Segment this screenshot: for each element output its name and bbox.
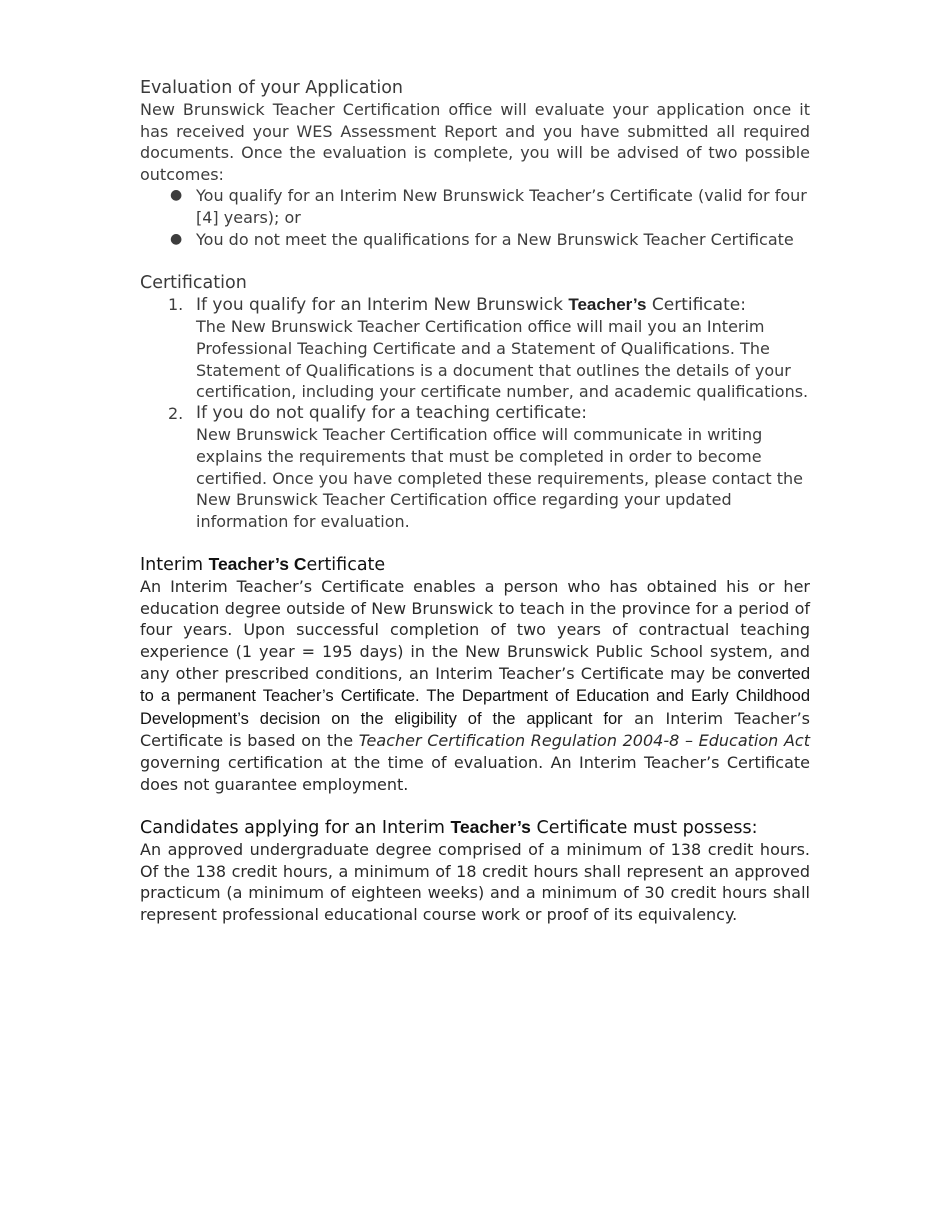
certification-heading: Certification: [140, 272, 247, 293]
interim-paragraph-part3: an Interim Teacher’s Certificate is based on the: [140, 708, 810, 751]
outcome-not-qualify-text: You do not meet the qualifications for a New Brunswick Teacher Certificate: [196, 229, 794, 249]
spacer: [140, 532, 810, 553]
candidates-heading: [140, 816, 810, 839]
list-item: [140, 294, 810, 403]
list-item: [140, 403, 810, 533]
interim-heading-bold: Teacher’s C: [208, 554, 307, 575]
evaluation-heading: Evaluation of your Application: [140, 78, 404, 98]
qualify-title-post: Certificate:: [646, 294, 746, 315]
bullet-icon: ●: [170, 187, 183, 204]
not-qualify-title: If you do not qualify for a teaching certificate:: [196, 402, 587, 423]
qualify-title: [196, 294, 810, 317]
not-qualify-body: New Brunswick Teacher Certification office will communicate in writing explains the requirements that must be completed in order to become certified. Once you have completed these requirements, please contact the New Brunswick Teacher Certification office regarding your updated information for evaluation.: [196, 425, 803, 531]
candidates-paragraph: An approved undergraduate degree comprised of a minimum of 138 credit hours. Of the 138 credit hours, a minimum of 18 credit hours shall represent an approved practicum (a minimum of eighteen weeks) and a minimum of 30 credit hours shall represent professional educational course work or proof of its equivalency.: [140, 840, 810, 925]
qualify-title-pre: If you qualify for an Interim New Brunswick: [196, 294, 569, 315]
qualify-title-bold: Teacher’s: [568, 294, 647, 314]
interim-heading: [140, 553, 810, 576]
evaluation-paragraph: New Brunswick Teacher Certification office will evaluate your application once it has received your WES Assessment Report and you have submitted all required documents. Once the evaluation is complete, you will be advised of two possible outcomes:: [140, 100, 810, 184]
list-number: 2.: [168, 403, 184, 423]
certification-list: [140, 294, 810, 533]
document-content: [140, 77, 810, 926]
spacer: [140, 251, 810, 272]
regulation-citation: Teacher Certification Regulation 2004-8 – Education Act: [358, 731, 810, 751]
list-number: 1.: [168, 294, 184, 314]
interim-paragraph: [140, 576, 810, 795]
candidates-heading-bold: Teacher’s: [450, 817, 531, 838]
candidates-heading-post: Certificate must possess:: [530, 818, 758, 839]
bullet-icon: ●: [170, 230, 183, 247]
interim-paragraph-part4: governing certification at the time of evaluation. An Interim Teacher’s Certificate does not guarantee employment.: [140, 753, 810, 794]
interim-paragraph-part2: converted to a permanent Teacher’s Certificate. The Department of Education and Early Childhood Development’s decision on the eligibility of the applicant for: [140, 664, 810, 728]
qualify-body: The New Brunswick Teacher Certification office will mail you an Interim Professional Teaching Certificate and a Statement of Qualifications. The Statement of Qualifications is a document that outlines the details of your certification, including your certificate number, and academic qualifications.: [196, 317, 809, 402]
list-item: [140, 229, 810, 251]
spacer: [140, 795, 810, 816]
outcome-qualify-text: You qualify for an Interim New Brunswick Teacher’s Certificate (valid for four [4] years); or: [196, 186, 807, 228]
interim-heading-post: ertificate: [306, 555, 386, 576]
interim-heading-pre: Interim: [140, 555, 209, 576]
interim-paragraph-part1: An Interim Teacher’s Certificate enables a person who has obtained his or her education degree outside of New Brunswick to teach in the province for a period of four years. Upon successful completion of two years of contractual teaching experience (1 year = 195 days) in the New Brunswick Public School system, and any other prescribed conditions, an Interim Teacher’s Certificate may be: [140, 577, 810, 683]
outcomes-list: [140, 185, 810, 250]
list-item: [140, 185, 810, 229]
candidates-heading-pre: Candidates applying for an Interim: [140, 818, 451, 839]
